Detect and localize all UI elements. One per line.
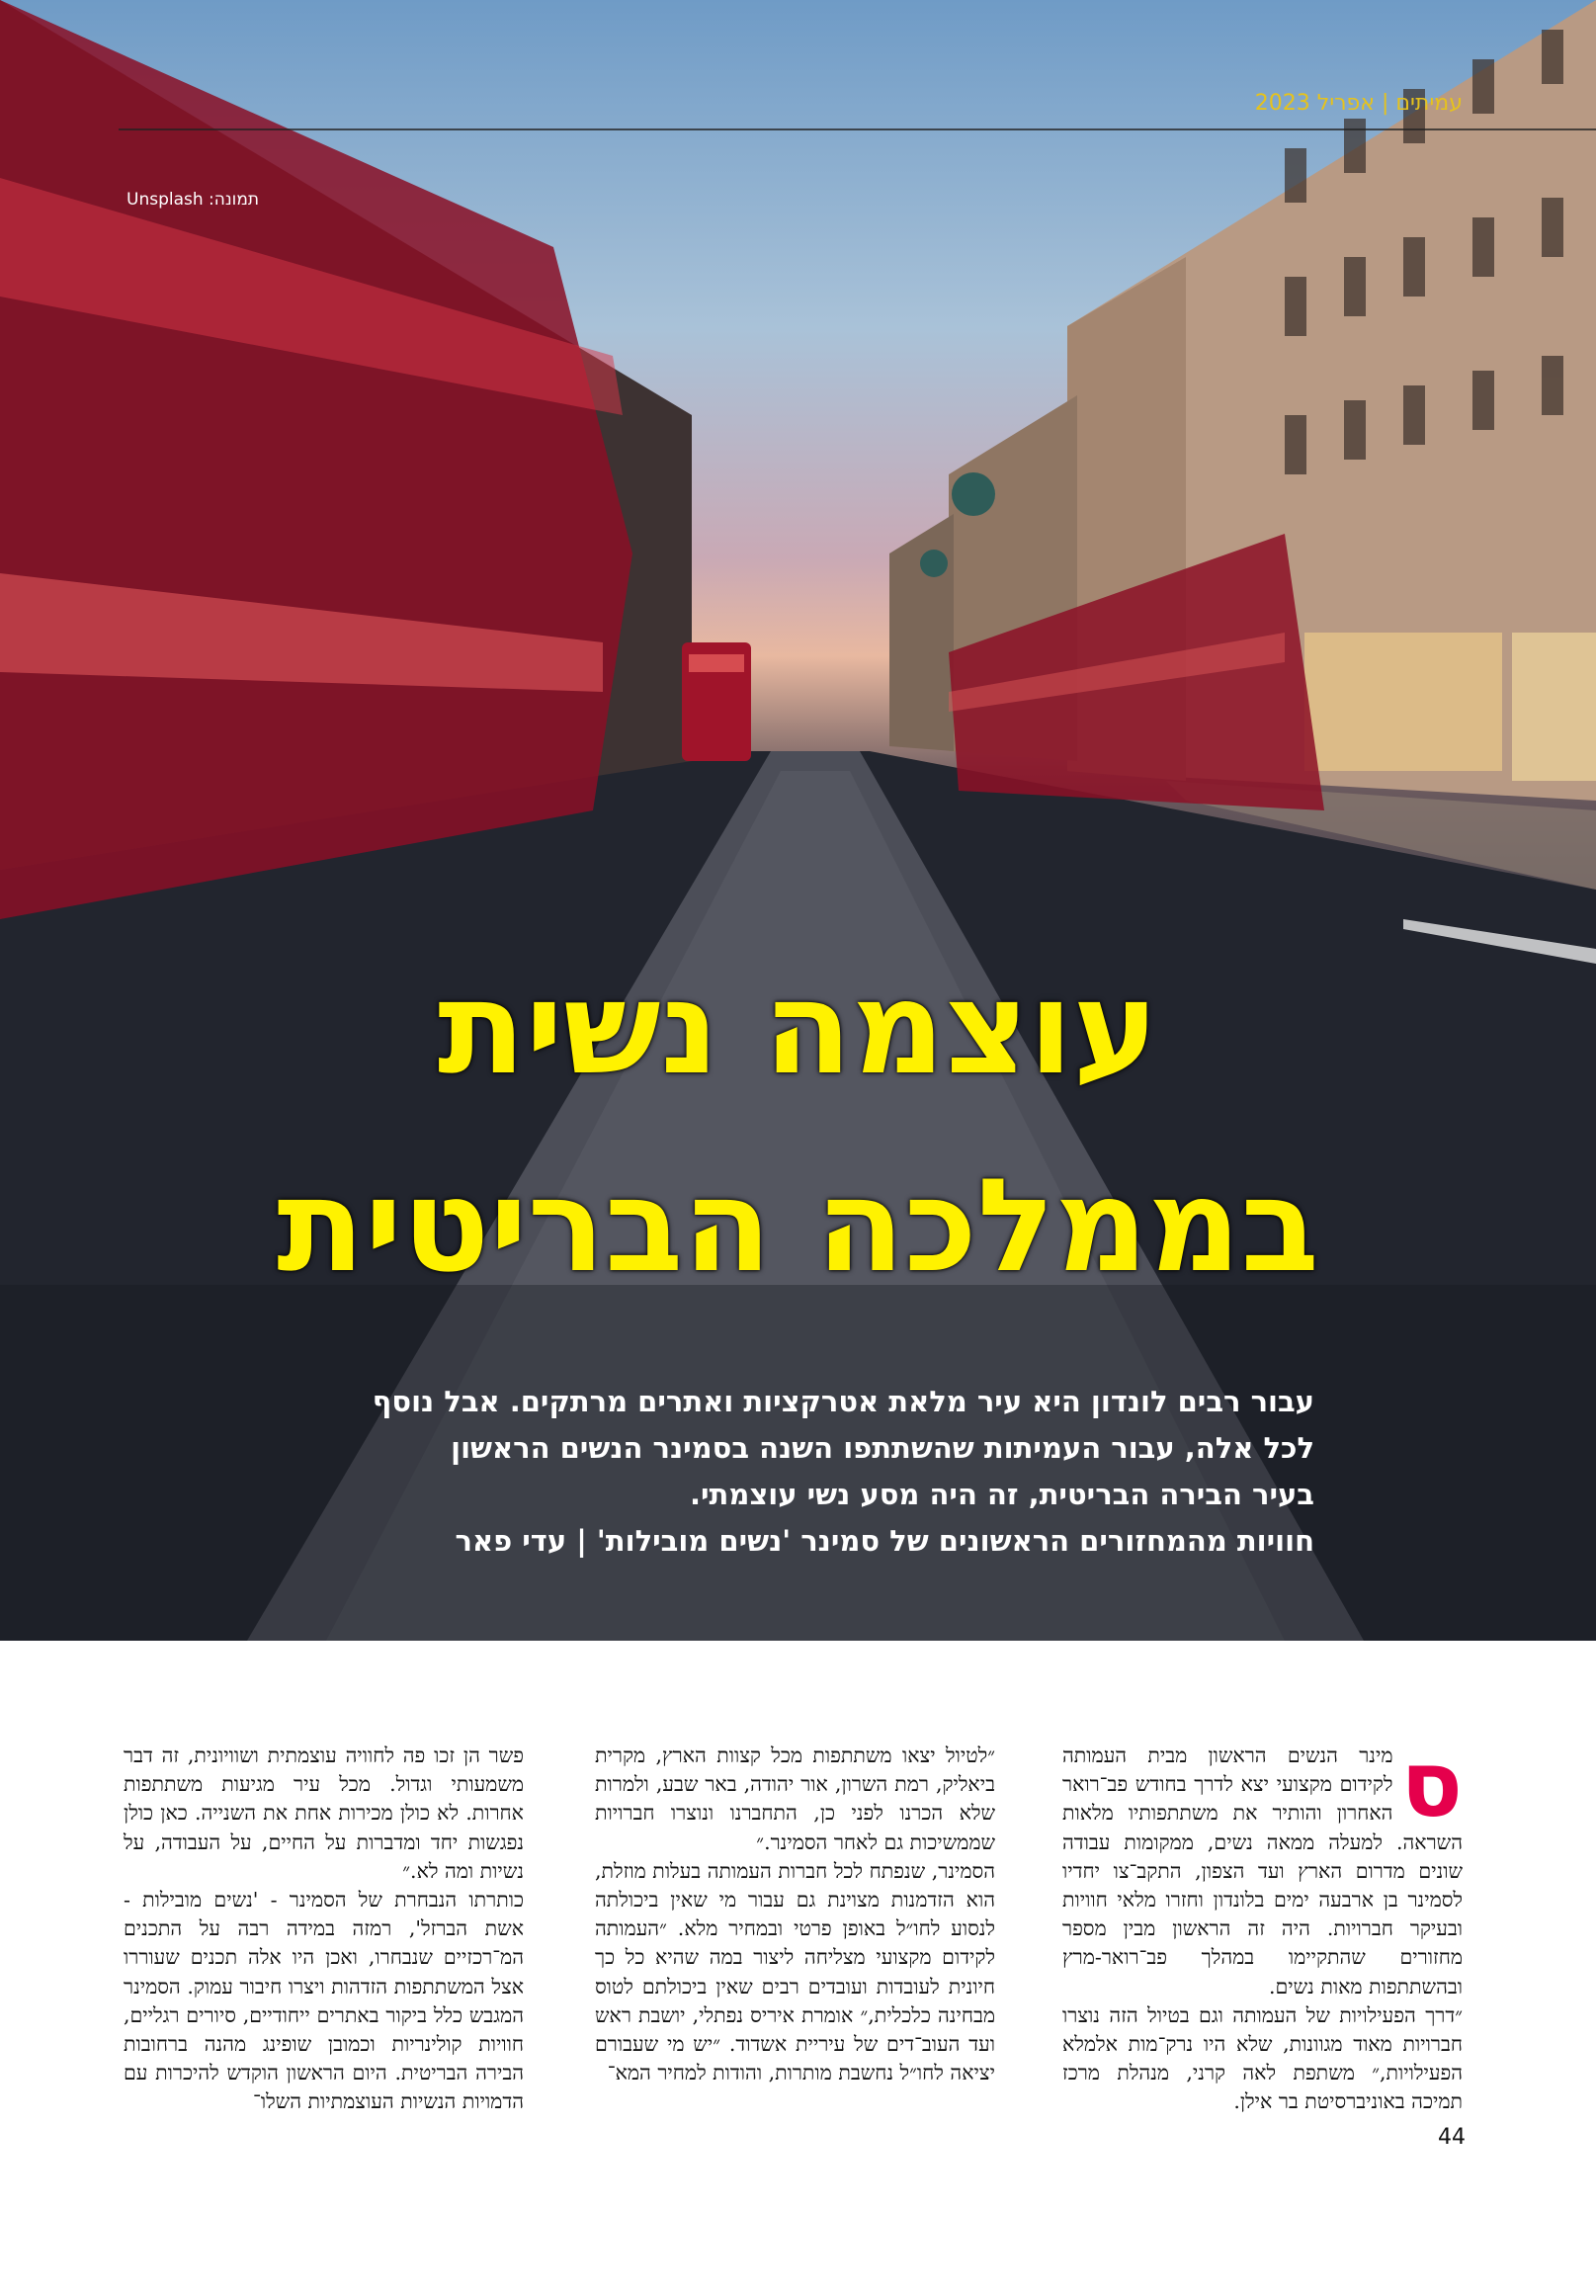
paragraph: ״דרך הפעילויות של העמותה וגם בטיול הזה נוצרו חברויות מאוד מגוונות, שלא היו נרק־מות אלמלא הפעילויות,״ משתפת לאה קרני, מנהלת מרכז תמיכה באוניברסיטת בר אילן. (1062, 2002, 1463, 2114)
deck-line-1: עבור רבים לונדון היא עיר מלאת אטרקציות ואתרים מרתקים. אבל נוסף (372, 1385, 1314, 1418)
deck (296, 1379, 1314, 1565)
page-number: 44 (1438, 2125, 1466, 2150)
headline-line-1: עוצמה נשית (437, 953, 1159, 1103)
deck-line-3: בעיר הבירה הבריטית, זה היה מסע נשי עוצמתי. (689, 1478, 1314, 1511)
photo-credit: תמונה: Unsplash (126, 190, 260, 210)
drop-cap: ס (1400, 1732, 1463, 1837)
article-column-1 (1062, 1732, 1463, 2117)
header-rule (119, 128, 1596, 130)
running-header: עמיתים | אפריל 2023 (1254, 91, 1463, 116)
article-column-3 (124, 1742, 524, 2117)
paragraph: הסמינר, שנפתח לכל חברות העמותה בעלות מוזלת, הוא הזדמנות מצוינת גם עבור מי שאין ביכולתה לנסוע לחו״ל באופן פרטי ובמחיר מלא. ״העמותה לקידום מקצועי מצליחה ליצור במה שהיא כל כך חיונית לעובדות ועובדים רבים שאין ביכולתם לטוס מבחינה כלכלית,״ אומרת איריס נפתלי, יושבת ראש ועד העוב־דים של עיריית אשדוד. ״יש מי שעבורם יציאה לחו״ל נחשבת מותרות, והודות למחיר המא־ (595, 1858, 995, 2085)
deck-byline: חוויות מהמחזורים הראשונים של סמינר 'נשים מובילות' | עדי פאר (455, 1524, 1314, 1558)
paragraph: פשר הן זכו פה לחוויה עוצמתית ושוויונית, זה דבר משמעותי וגדול. מכל עיר מגיעות משתתפות אחרות. לא כולן מכירות אחת את השנייה. כאן כולן נפגשות יחד ומדברות על החיים, על העבודה, על נשיות ומה לא.״ (124, 1743, 524, 1883)
paragraph: מינר הנשים הראשון מבית העמותה לקידום מקצועי יצא לדרך בחודש פב־רואר האחרון והותיר את משתתפותיו מלאות השראה. למעלה ממאה נשים, ממקומות עבודה שונים מדרום הארץ ועד הצפון, התקב־צו יחדיו לסמינר בן ארבעה ימים בלונדון וחזרו מלאי חוויות ובעיקר חברויות. היה זה הראשון מבין מספר מחזורים שהתקיימו במהלך פב־רואר-מרץ ובהשתתפות מאות נשים. (1062, 1743, 1463, 1998)
paragraph: כותרתו הנבחרת של הסמינר - 'נשים מובילות - אשת הברזל', רמזה במידה רבה על התכנים המ־רכזיים שנבחרו, ואכן היו אלה תכנים שעוררו אצל המשתתפות הזדהות ויצרו חיבור עמוק. הסמינר המגבש כלל ביקור באתרים ייחודיים, סיורים רגליים, חוויות קולינריות וכמובן שופינג מהנה ברחובות הבירה הבריטית. היום הראשון הוקדש להיכרות עם הדמויות הנשיות העוצמתיות השלו־ (124, 1888, 524, 2114)
headline-line-2: בממלכה הבריטית (277, 1150, 1319, 1301)
paragraph: ״לטיול יצאו משתתפות מכל קצוות הארץ, מקרית ביאליק, רמת השרון, אור יהודה, באר שבע, ולמרות שלא הכרנו לפני כן, התחברנו ונוצרו חברויות שממשיכות גם לאחר הסמינר.״ (595, 1743, 995, 1854)
deck-line-2: לכל אלה, עבור העמיתות שהשתתפו השנה בסמינר הנשים הראשון (451, 1431, 1314, 1465)
article-column-2 (595, 1742, 995, 2087)
